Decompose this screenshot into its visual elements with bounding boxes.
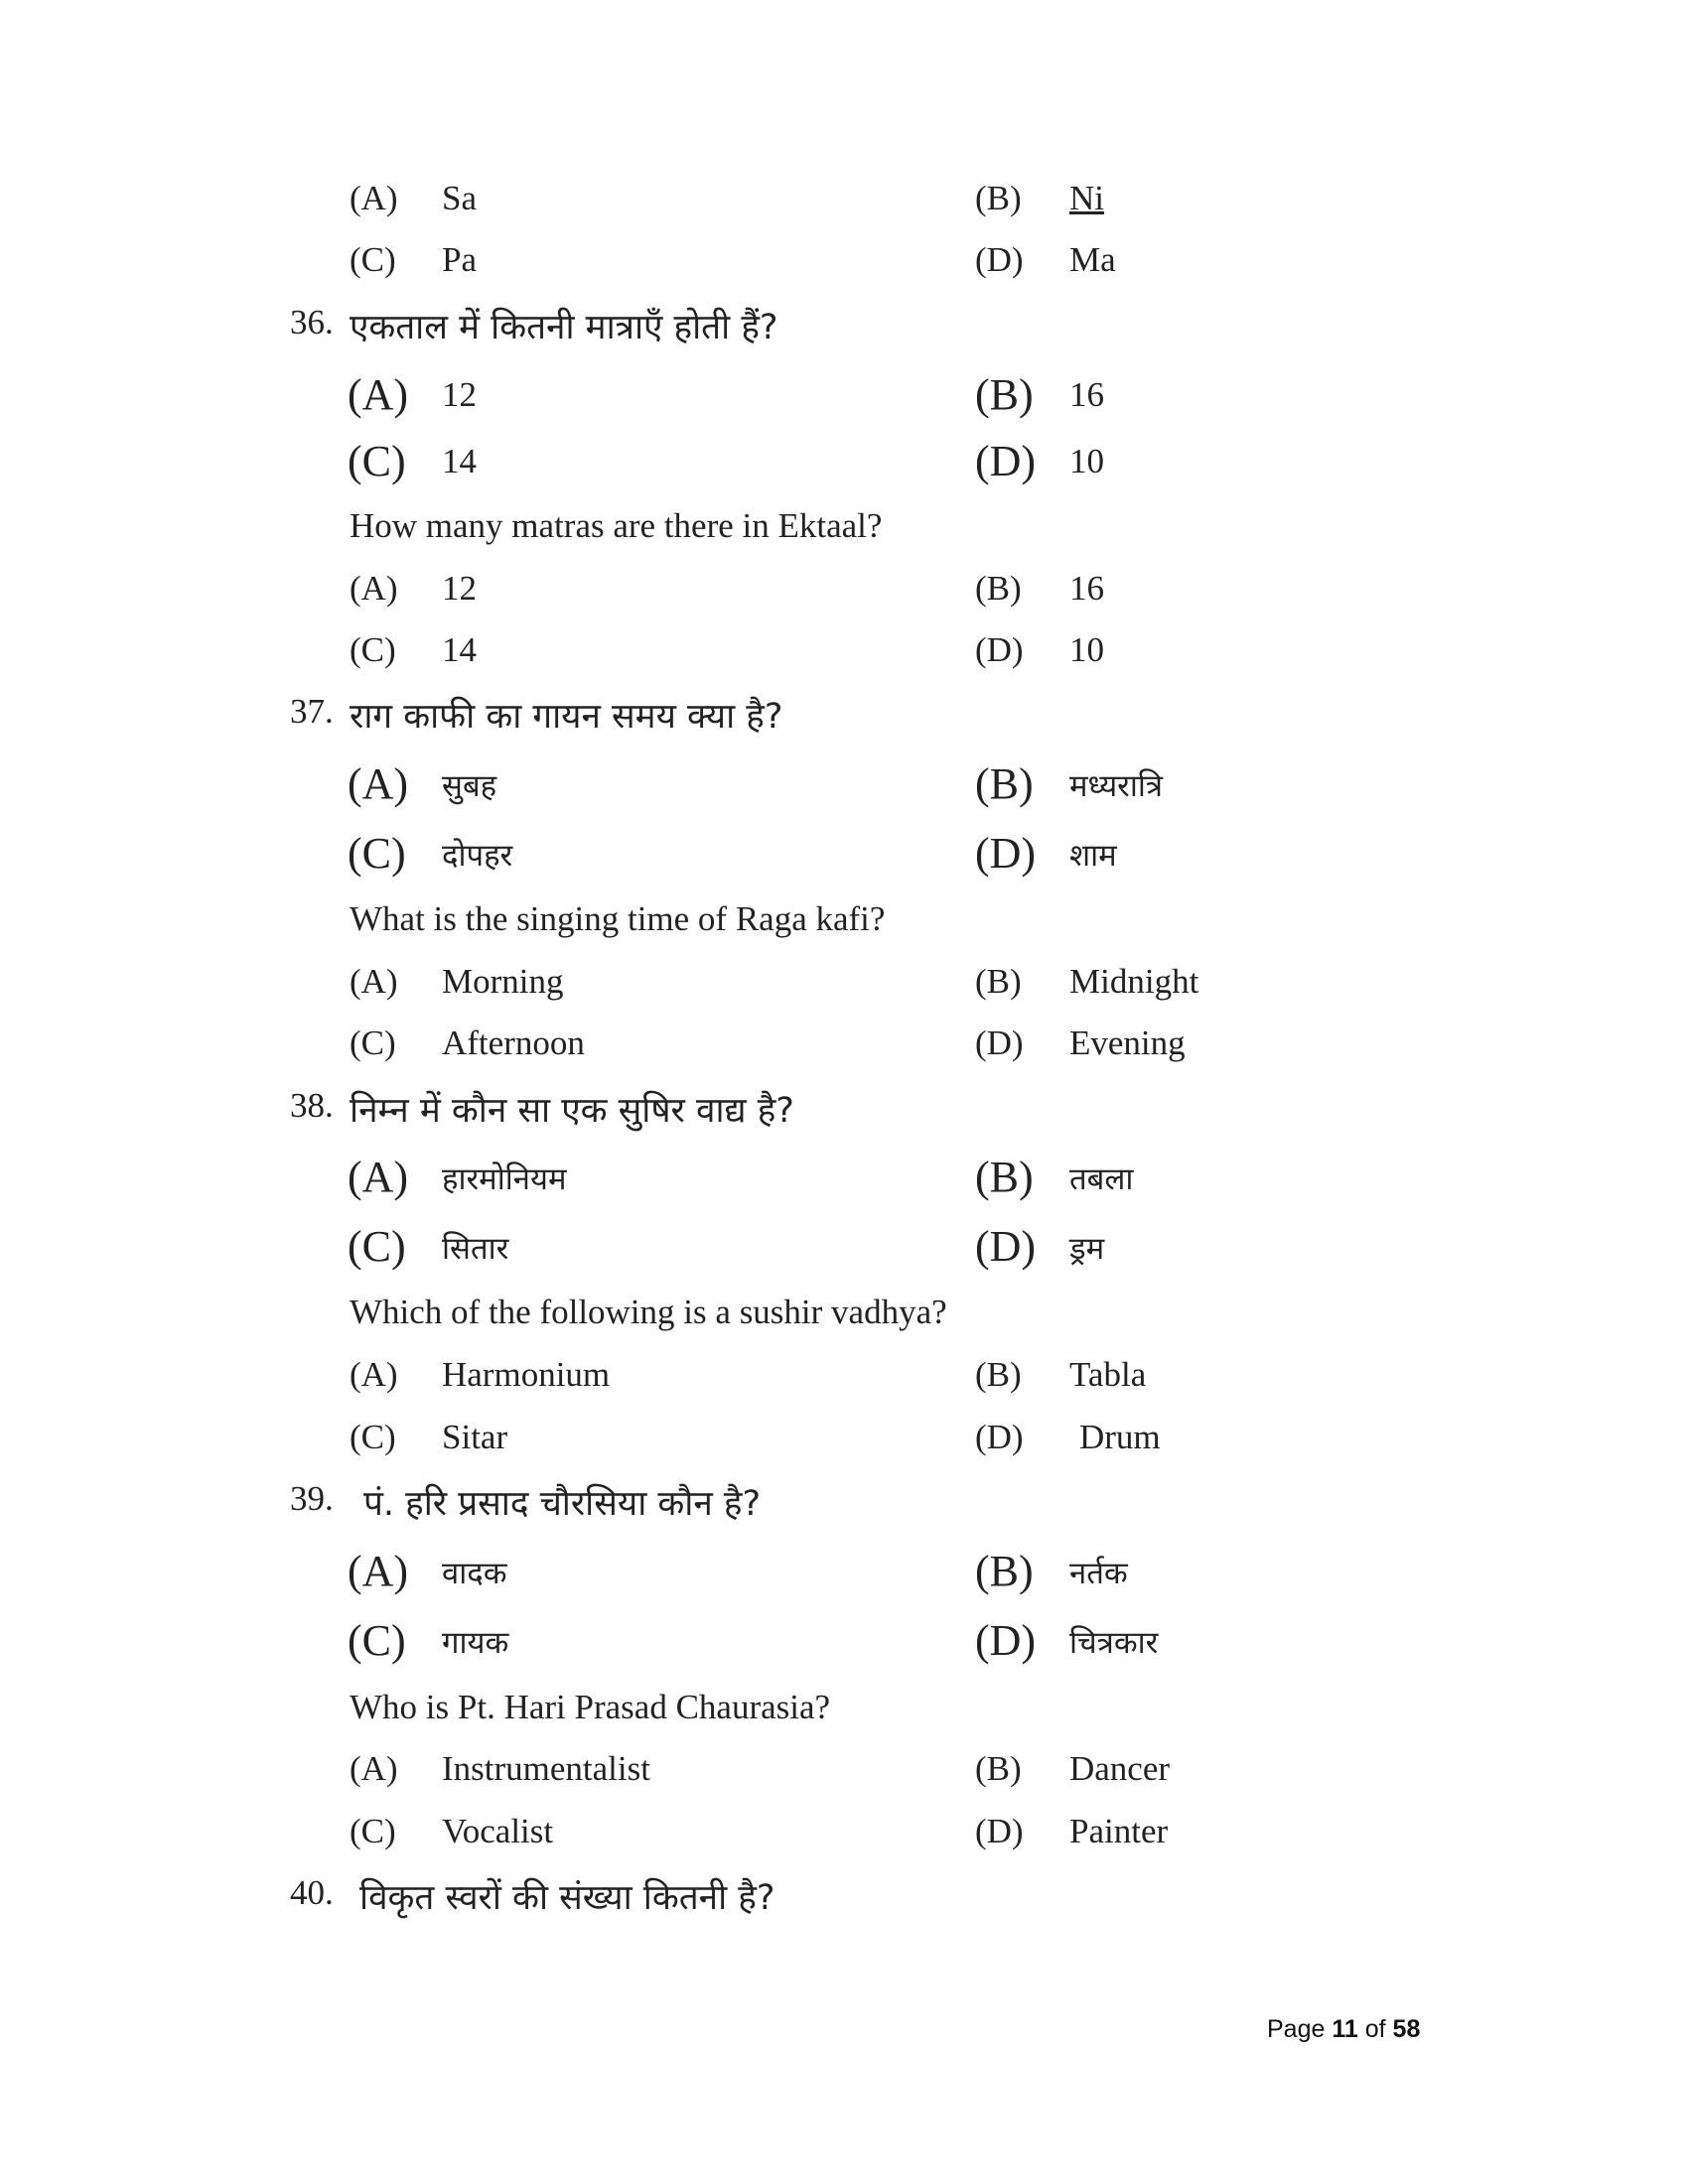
option-label: (D) [975, 1616, 1037, 1665]
option-label: (C) [350, 240, 396, 279]
option-label: (A) [350, 569, 398, 608]
options-row [0, 1222, 1688, 1289]
option-label: (D) [975, 630, 1024, 669]
options-row [0, 179, 1688, 240]
option-text: Evening [1069, 1024, 1186, 1062]
option-label: (D) [975, 1418, 1024, 1456]
option-text: Harmonium [442, 1355, 611, 1394]
option-label: (A) [350, 962, 398, 1001]
question-text-hindi: विकृत स्वरों की संख्या कितनी है? [359, 1878, 775, 1918]
option-text: Pa [442, 240, 477, 279]
options-row [0, 1024, 1688, 1085]
page-number [1267, 2015, 1420, 2044]
options-row [0, 829, 1688, 895]
option-text: 10 [1069, 442, 1104, 480]
option-label: (B) [975, 370, 1034, 419]
options-row [0, 240, 1688, 302]
option-label: (D) [975, 1024, 1024, 1062]
option-text: 12 [442, 375, 477, 414]
question-text-english: Which of the following is a sushir vadhya? [350, 1293, 947, 1331]
option-text: हारमोनियम [442, 1161, 567, 1197]
option-text: Ni [1069, 179, 1104, 217]
options-row [0, 569, 1688, 630]
option-text: 14 [442, 630, 477, 669]
option-text: 16 [1069, 375, 1104, 414]
option-label: (C) [348, 829, 406, 878]
option-label: (D) [975, 240, 1024, 279]
question-38-english [0, 1293, 1688, 1354]
options-row [0, 437, 1688, 503]
option-label: (B) [975, 759, 1034, 808]
question-36-english [0, 506, 1688, 568]
question-38 [0, 1086, 1688, 1148]
option-label: (C) [348, 437, 406, 485]
options-row [0, 1153, 1688, 1219]
option-label: (D) [975, 829, 1037, 878]
question-number: 37. [290, 692, 334, 731]
option-text: ड्रम [1069, 1231, 1105, 1267]
options-row [0, 630, 1688, 692]
question-text-english: How many matras are there in Ektaal? [350, 506, 883, 545]
question-37 [0, 692, 1688, 753]
options-row [0, 759, 1688, 826]
question-number: 40. [290, 1873, 334, 1912]
option-label: (A) [350, 1749, 398, 1788]
option-label: (B) [975, 1547, 1034, 1595]
question-40 [0, 1873, 1688, 1935]
option-label: (D) [975, 437, 1037, 485]
option-text: 12 [442, 569, 477, 608]
total-pages: 58 [1392, 2015, 1421, 2043]
option-label: (A) [350, 1355, 398, 1394]
question-39-english [0, 1688, 1688, 1749]
option-text: Sa [442, 179, 477, 217]
page-word: Page [1267, 2015, 1326, 2043]
option-text: वादक [442, 1556, 507, 1591]
question-number: 39. [290, 1479, 334, 1518]
options-row [0, 1616, 1688, 1683]
option-text: सुबह [442, 768, 497, 804]
of-word: of [1364, 2015, 1386, 2043]
options-row [0, 1812, 1688, 1873]
question-text-english: What is the singing time of Raga kafi? [350, 899, 886, 938]
options-row [0, 1547, 1688, 1613]
option-text: 14 [442, 442, 477, 480]
current-page: 11 [1332, 2015, 1358, 2043]
option-text: तबला [1069, 1161, 1134, 1197]
question-number: 36. [290, 303, 334, 341]
option-text: Tabla [1069, 1355, 1147, 1394]
option-label: (C) [350, 1418, 396, 1456]
option-text: 16 [1069, 569, 1104, 608]
question-39 [0, 1479, 1688, 1541]
option-text: चित्रकार [1069, 1625, 1159, 1661]
option-text: Drum [1079, 1418, 1161, 1456]
option-label: (A) [348, 1153, 409, 1201]
option-label: (C) [348, 1616, 406, 1665]
option-text: Midnight [1069, 962, 1199, 1001]
question-number: 38. [290, 1086, 334, 1125]
option-label: (A) [348, 759, 409, 808]
option-text: Painter [1069, 1812, 1169, 1850]
question-text-english: Who is Pt. Hari Prasad Chaurasia? [350, 1688, 831, 1726]
option-label: (B) [975, 1355, 1022, 1394]
options-row [0, 962, 1688, 1024]
option-label: (A) [348, 1547, 409, 1595]
option-text: Vocalist [442, 1812, 554, 1850]
option-text: सितार [442, 1231, 509, 1267]
option-text: गायक [442, 1625, 509, 1661]
option-text: दोपहर [442, 838, 513, 874]
options-row [0, 1749, 1688, 1811]
option-label: (B) [975, 1749, 1022, 1788]
option-text: Dancer [1069, 1749, 1171, 1788]
question-37-english [0, 899, 1688, 961]
option-text: Instrumentalist [442, 1749, 650, 1788]
options-row [0, 370, 1688, 437]
options-row [0, 1355, 1688, 1417]
option-label: (D) [975, 1812, 1024, 1850]
options-row [0, 1418, 1688, 1479]
option-text: Sitar [442, 1418, 508, 1456]
question-text-hindi: पं. हरि प्रसाद चौरसिया कौन है? [363, 1484, 762, 1524]
option-label: (B) [975, 962, 1022, 1001]
option-label: (A) [348, 370, 409, 419]
option-label: (B) [975, 179, 1022, 217]
option-label: (C) [348, 1222, 406, 1271]
option-label: (C) [350, 1024, 396, 1062]
option-text: नर्तक [1069, 1556, 1128, 1591]
option-label: (C) [350, 1812, 396, 1850]
option-label: (D) [975, 1222, 1037, 1271]
question-36 [0, 303, 1688, 364]
option-label: (C) [350, 630, 396, 669]
option-text: शाम [1069, 838, 1117, 874]
question-text-hindi: निम्न में कौन सा एक सुषिर वाद्य है? [350, 1091, 794, 1131]
option-text: मध्यरात्रि [1069, 768, 1164, 804]
option-text: 10 [1069, 630, 1104, 669]
question-text-hindi: राग काफी का गायन समय क्या है? [350, 697, 783, 737]
option-label: (B) [975, 569, 1022, 608]
option-label: (A) [350, 179, 398, 217]
option-label: (B) [975, 1153, 1034, 1201]
option-text: Morning [442, 962, 564, 1001]
option-text: Afternoon [442, 1024, 585, 1062]
question-text-hindi: एकताल में कितनी मात्राएँ होती हैं? [350, 308, 778, 347]
option-text: Ma [1069, 240, 1116, 279]
